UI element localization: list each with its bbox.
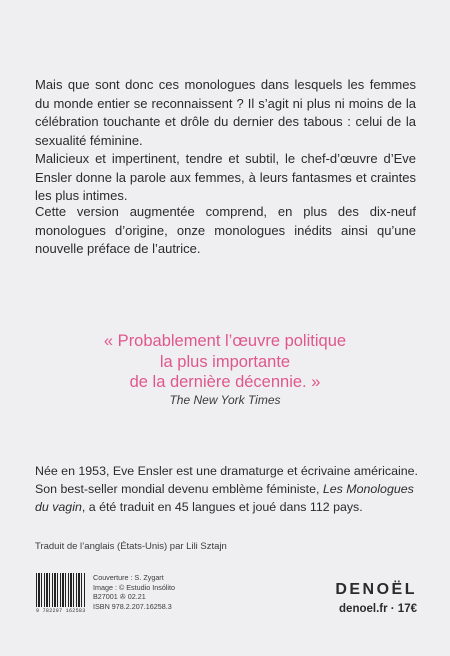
author-bio — [35, 462, 420, 516]
quote-line-1: « Probablement l’œuvre politique — [103, 332, 347, 350]
website-price: denoel.fr · 17€ — [339, 603, 417, 615]
blurb-intro — [35, 76, 416, 206]
blurb-edition — [35, 203, 416, 259]
bio-text-1: Née en 1953, Eve Ensler est une dramaturge et écrivaine américaine. Son best-seller mondial devenu emblème féministe, — [35, 464, 418, 496]
blurb-paragraph-3: Cette version augmentée comprend, en plus des dix-neuf monologues d’origine, onze monologues inédits ainsi qu’une nouvelle préface de l’autrice. — [35, 204, 416, 256]
blurb-paragraph-1: Mais que sont donc ces monologues dans lesquels les femmes du monde entier se reconnaissent ? Il s’agit ni plus ni moins de la célébration touchante et drôle du dernier des tabous : celui de la sexualité féminine. — [35, 77, 416, 148]
bio-text-2: , a été traduit en 45 langues et joué dans 112 pays. — [81, 500, 363, 514]
press-quote — [0, 331, 450, 393]
blurb-paragraph-2: Malicieux et impertinent, tendre et subtil, le chef-d’œuvre d’Eve Ensler donne la parole aux femmes, à leurs fantasmes et craintes les plus intimes. — [35, 151, 416, 203]
cover-credit: Couverture : S. Zygart — [93, 573, 164, 582]
bio-book-title: Les Monologues du vagin — [35, 482, 414, 514]
barcode-number: 9 782207 162583 — [36, 608, 86, 614]
image-credit: Image : © Estudio Insólito — [93, 582, 176, 592]
isbn-barcode — [36, 573, 86, 615]
print-code: B27001 ✇ 02.21 — [93, 592, 146, 601]
barcode-bars — [36, 573, 86, 607]
quote-line-2: la plus importante — [159, 352, 291, 371]
publisher-logo: DENOËL — [335, 581, 417, 598]
credits-block — [93, 573, 175, 611]
quote-source: The New York Times — [169, 393, 281, 407]
quote-line-3: de la dernière décennie. » — [129, 373, 321, 391]
translator-credit: Traduit de l’anglais (États-Unis) par Lili Sztajn — [35, 541, 227, 552]
isbn-text: ISBN 978.2.207.16258.3 — [93, 601, 172, 611]
